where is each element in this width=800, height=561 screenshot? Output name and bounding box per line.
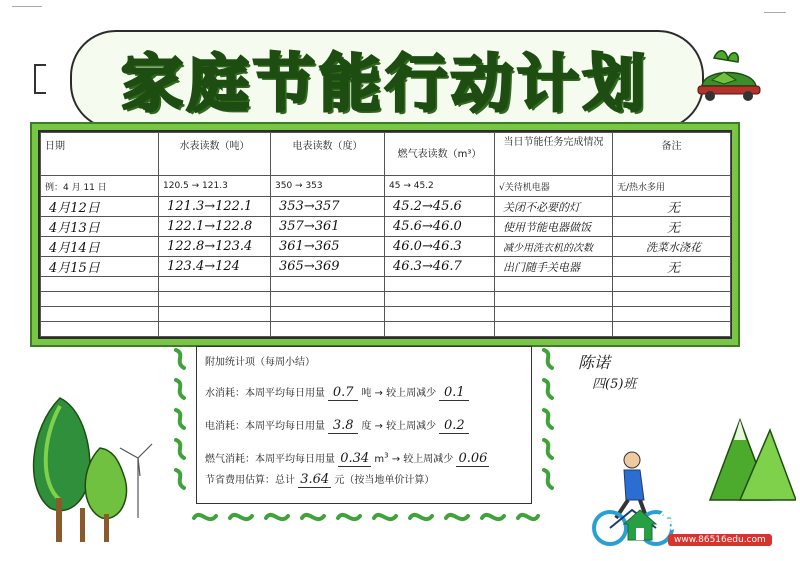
trees-illustration xyxy=(20,388,160,548)
signature xyxy=(578,352,668,396)
header-electric: 电表读数（度） xyxy=(271,133,385,176)
table-header-row xyxy=(41,133,731,176)
table-row xyxy=(41,217,731,237)
energy-log-table xyxy=(38,130,732,339)
header-date: 日期 xyxy=(41,133,159,176)
gas-reduction: 0.06 xyxy=(458,451,488,466)
table-cell: 45.2→45.6 xyxy=(385,197,495,217)
table-cell: 洗菜水浇花 xyxy=(613,237,731,257)
table-cell: 353→357 xyxy=(271,197,385,217)
electric-reduction: 0.2 xyxy=(439,418,469,434)
student-class: 四(5)班 xyxy=(592,377,637,392)
table-cell: 123.4→124 xyxy=(159,257,271,277)
corner-mark-top xyxy=(12,6,42,7)
electric-label: 电消耗：本周平均每日用量 xyxy=(205,421,325,432)
squiggle-left-border xyxy=(170,346,190,506)
electric-summary xyxy=(205,417,523,434)
title-banner xyxy=(78,28,692,128)
cost-summary xyxy=(205,471,523,488)
mountains-illustration xyxy=(700,400,796,510)
table-cell: 45.6→46.0 xyxy=(385,217,495,237)
table-cell: 120.5 → 121.3 xyxy=(159,176,271,197)
cost-total: 3.64 xyxy=(300,472,330,487)
gas-label: 燃气消耗：本周平均每日用量 xyxy=(205,454,335,465)
table-cell: 122.1→122.8 xyxy=(159,217,271,237)
table-cell: 出门随手关电器 xyxy=(495,257,613,277)
table-cell: √关待机电器 xyxy=(495,176,613,197)
header-gas: 燃气表读数（m³） xyxy=(385,133,495,176)
table-cell: 46.3→46.7 xyxy=(385,257,495,277)
electric-avg: 3.8 xyxy=(328,418,358,434)
watermark xyxy=(620,500,798,556)
weekly-summary xyxy=(196,346,532,504)
electric-unit: 度 → 较上周减少 xyxy=(361,421,437,432)
table-cell: 361→365 xyxy=(271,237,385,257)
table-cell: 无 xyxy=(613,197,731,217)
table-cell: 350 → 353 xyxy=(271,176,385,197)
table-cell: 减少用洗衣机的次数 xyxy=(495,237,613,257)
table-cell: 121.3→122.1 xyxy=(159,197,271,217)
table-cell: 45 → 45.2 xyxy=(385,176,495,197)
watermark-url: www.86516edu.com xyxy=(668,534,772,546)
summary-title: 附加统计项（每周小结） xyxy=(205,357,315,368)
blank-row xyxy=(41,322,731,337)
table-cell: 4月14日 xyxy=(41,237,159,257)
cost-suffix: 元（按当地单价计算） xyxy=(334,475,435,486)
bracket-mark xyxy=(34,64,46,94)
table-cell: 关闭不必要的灯 xyxy=(495,197,613,217)
table-cell: 365→369 xyxy=(271,257,385,277)
table-row xyxy=(41,197,731,217)
table-cell: 无 xyxy=(613,257,731,277)
gas-unit: m xyxy=(374,454,385,465)
blank-row xyxy=(41,307,731,322)
page-title: 家庭节能行动计划 xyxy=(120,46,649,120)
gas-arrow-text: → 较上周减少 xyxy=(391,454,454,465)
gas-unit-sup: 3 xyxy=(384,451,389,460)
watermark-text: 徐州教育在线 xyxy=(660,508,792,532)
blank-row xyxy=(41,277,731,292)
water-reduction: 0.1 xyxy=(439,385,469,401)
table-cell: 例：4 月 11 日 xyxy=(41,176,159,197)
table-cell: 357→361 xyxy=(271,217,385,237)
squiggle-right-border xyxy=(538,346,558,506)
table-cell: 使用节能电器做饭 xyxy=(495,217,613,237)
table-row xyxy=(41,237,731,257)
squiggle-bottom-border xyxy=(190,506,540,528)
table-cell: 无 xyxy=(613,217,731,237)
table-cell: 无/热水多用 xyxy=(613,176,731,197)
table-cell: 4月15日 xyxy=(41,257,159,277)
blank-row xyxy=(41,292,731,307)
header-notes: 备注 xyxy=(613,133,731,176)
header-task: 当日节能任务完成情况 xyxy=(495,133,613,176)
water-summary xyxy=(205,384,523,401)
turtle-car-icon xyxy=(694,46,764,106)
table-cell: 4月12日 xyxy=(41,197,159,217)
cost-label: 节省费用估算：总计 xyxy=(205,475,295,486)
water-unit: 吨 → 较上周减少 xyxy=(361,388,437,399)
corner-mark-top-right xyxy=(764,12,786,13)
table-cell: 46.0→46.3 xyxy=(385,237,495,257)
gas-avg: 0.34 xyxy=(340,451,370,466)
table-row xyxy=(41,257,731,277)
water-label: 水消耗：本周平均每日用量 xyxy=(205,388,325,399)
gas-summary xyxy=(205,450,523,467)
water-avg: 0.7 xyxy=(328,385,358,401)
header-water: 水表读数（吨） xyxy=(159,133,271,176)
student-name: 陈诺 xyxy=(578,353,611,372)
table-cell: 4月13日 xyxy=(41,217,159,237)
house-logo-icon xyxy=(620,504,660,544)
table-cell: 122.8→123.4 xyxy=(159,237,271,257)
example-row xyxy=(41,176,731,197)
